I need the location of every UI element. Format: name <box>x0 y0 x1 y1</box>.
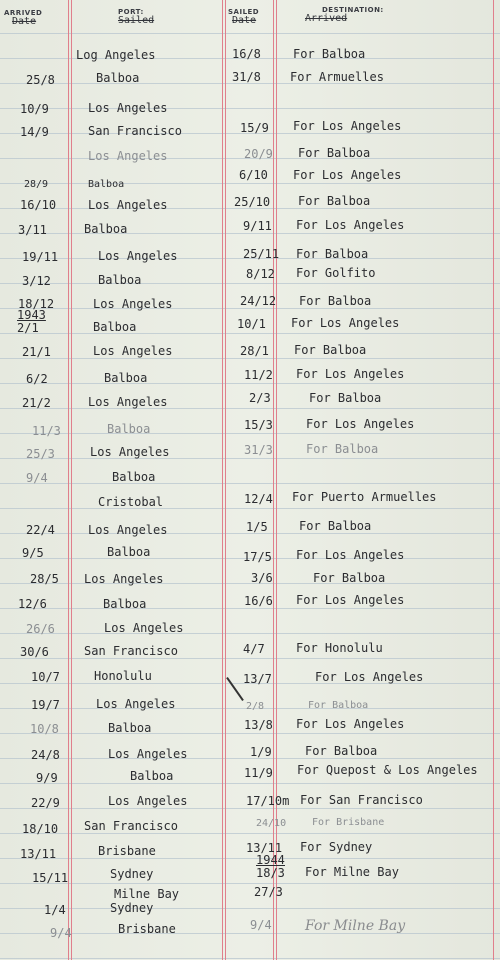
arrived-cell: 22/4 <box>26 523 55 537</box>
column-divider <box>68 0 69 960</box>
column-divider <box>493 0 494 960</box>
ruled-line <box>0 808 500 809</box>
arrived-cell: 3/12 <box>22 274 51 288</box>
destination-cell: For Armuelles <box>290 70 384 84</box>
destination-cell: For Balboa <box>299 294 372 308</box>
port-cell: San Francisco <box>84 644 178 658</box>
port-cell: Los Angeles <box>88 198 168 212</box>
destination-cell: For Los Angeles <box>296 593 405 607</box>
arrived-header: ARRIVED <box>4 9 43 17</box>
arrived-cell: 13/11 <box>20 847 57 861</box>
arrived-cell: 14/9 <box>20 125 49 139</box>
arrived-cell: 3/11 <box>18 223 47 237</box>
destination-cell: For Balboa <box>298 146 371 160</box>
sailed-cell: 27/3 <box>254 885 283 899</box>
arrived-cell: 9/4 <box>50 926 72 940</box>
sailed-cell: 17/10m <box>246 794 290 808</box>
port-cell: Balboa <box>98 273 142 287</box>
destination-cell: For Balboa <box>296 247 369 261</box>
sailed-cell: 2/8 <box>246 701 265 712</box>
arrived-cell: 21/2 <box>22 396 51 410</box>
port-cell: Balboa <box>104 371 148 385</box>
destination-cell: For San Francisco <box>300 793 423 807</box>
port-cell: Los Angeles <box>88 149 168 163</box>
arrived-cell: 28/9 <box>24 179 49 190</box>
ruled-line <box>0 608 500 609</box>
sailed-cell: 24/12 <box>240 294 277 308</box>
sailed-header: SAILED <box>228 8 260 16</box>
column-divider <box>276 0 277 960</box>
ruled-line <box>0 333 500 334</box>
arrived-cell: 16/10 <box>20 198 57 212</box>
port-cell: San Francisco <box>84 819 178 833</box>
port-cell: Balboa <box>130 769 174 783</box>
sailed-cell: 13/8 <box>244 718 273 732</box>
port-cell: Los Angeles <box>90 445 170 459</box>
destination-cell: For Los Angeles <box>296 717 405 731</box>
sailed-cell: 11/9 <box>244 766 273 780</box>
port-cell: Balboa <box>88 179 125 190</box>
destination-cell: For Balboa <box>293 47 366 61</box>
port-cell: Balboa <box>103 597 147 611</box>
sailed-cell: 24/10 <box>256 818 287 829</box>
arrived-cell: 9/9 <box>36 771 58 785</box>
destination-cell: For Los Angeles <box>291 316 400 330</box>
port-cell: Los Angeles <box>88 101 168 115</box>
sailed-cell: 3/6 <box>251 571 273 585</box>
port-header: PORT: <box>118 8 144 16</box>
sailed-date-header: Date <box>232 15 257 26</box>
sailed-cell: 4/7 <box>243 642 265 656</box>
arrived-cell: 19/7 <box>31 698 60 712</box>
year-marker: 1944 <box>256 853 285 867</box>
port-cell: Los Angeles <box>93 344 173 358</box>
destination-cell: For Los Angeles <box>296 218 405 232</box>
arrived-cell: 18/10 <box>22 822 59 836</box>
ruled-line <box>0 383 500 384</box>
ruled-line <box>0 908 500 909</box>
destination-cell: For Balboa <box>299 519 372 533</box>
arrived-cell: 18/12 <box>18 297 55 311</box>
sailed-cell: 16/6 <box>244 594 273 608</box>
sailed-cell: 31/3 <box>244 443 273 457</box>
column-divider <box>273 0 274 960</box>
port-cell: Los Angeles <box>93 297 173 311</box>
arrived-cell: 22/9 <box>31 796 60 810</box>
sailed-cell: 1/9 <box>250 745 272 759</box>
ruled-line <box>0 783 500 784</box>
destination-cell: For Balboa <box>308 700 369 711</box>
arrived-cell: 12/6 <box>18 597 47 611</box>
sailed-cell: 20/9 <box>244 147 273 161</box>
ruled-line <box>0 933 500 934</box>
port-cell: Log Angeles <box>76 48 156 62</box>
ruled-line <box>0 658 500 659</box>
sailed-cell: 15/9 <box>240 121 269 135</box>
destination-cell: For Honolulu <box>296 641 383 655</box>
arrived-cell: 30/6 <box>20 645 49 659</box>
port-cell: Los Angeles <box>104 621 184 635</box>
port-cell: Los Angeles <box>84 572 164 586</box>
sailed-cell: 17/5 <box>243 550 272 564</box>
sailed-cell: 18/3 <box>256 866 285 880</box>
arrived-cell: 21/1 <box>22 345 51 359</box>
arrived-cell: 10/8 <box>30 722 59 736</box>
ruled-line <box>0 733 500 734</box>
sailed-cell: 13/7 <box>243 672 272 686</box>
ruled-line <box>0 958 500 959</box>
destination-cell: For Los Angeles <box>293 168 402 182</box>
destination-cell: For Los Angeles <box>315 670 424 684</box>
port-cell: Sydney <box>110 901 154 915</box>
ruled-line <box>0 633 500 634</box>
sailed-cell: 15/3 <box>244 418 273 432</box>
destination-cell: For Los Angeles <box>296 548 405 562</box>
destination-cell: For Golfito <box>296 266 376 280</box>
port-cell: Brisbane <box>98 844 156 858</box>
sailed-cell: 8/12 <box>246 267 275 281</box>
destination-sub-header: Arrived <box>305 13 348 24</box>
sailed-cell: 6/10 <box>239 168 268 182</box>
sailed-cell: 16/8 <box>232 47 261 61</box>
port-cell: Los Angeles <box>88 395 168 409</box>
port-cell: Los Angeles <box>108 794 188 808</box>
sailed-cell: 31/8 <box>232 70 261 84</box>
check-mark <box>226 677 244 701</box>
column-divider <box>222 0 223 960</box>
sailed-cell: 11/2 <box>244 368 273 382</box>
destination-cell: For Milne Bay <box>305 865 399 879</box>
sailed-cell: 28/1 <box>240 344 269 358</box>
destination-cell: For Balboa <box>298 194 371 208</box>
port-cell: Balboa <box>107 422 151 436</box>
port-cell: Brisbane <box>118 922 176 936</box>
arrived-cell: 10/7 <box>31 670 60 684</box>
arrived-cell: 10/9 <box>20 102 49 116</box>
ruled-line <box>0 483 500 484</box>
column-divider <box>225 0 226 960</box>
ruled-line <box>0 433 500 434</box>
port-cell: Sydney <box>110 867 154 881</box>
ruled-line <box>0 858 500 859</box>
destination-cell: For Sydney <box>300 840 373 854</box>
port-cell: Balboa <box>96 71 140 85</box>
port-cell: Balboa <box>108 721 152 735</box>
sailed-cell: 1/5 <box>246 520 268 534</box>
port-cell: Los Angeles <box>96 697 176 711</box>
port-cell: Cristobal <box>98 495 164 509</box>
sailed-cell: 25/11 <box>243 247 280 261</box>
arrived-cell: 25/3 <box>26 447 55 461</box>
ruled-line <box>0 408 500 409</box>
year-marker: 1943 <box>17 308 46 322</box>
ruled-line <box>0 458 500 459</box>
destination-cell: For Los Angeles <box>293 119 402 133</box>
destination-cell: For Balboa <box>313 571 386 585</box>
sailed-cell: 13/11 <box>246 841 283 855</box>
sailed-cell: 9/11 <box>243 219 272 233</box>
arrived-cell: 25/8 <box>26 73 55 87</box>
column-divider <box>71 0 72 960</box>
sailed-cell: 2/3 <box>249 391 271 405</box>
arrived-cell: 2/1 <box>17 321 39 335</box>
sailed-cell: 25/10 <box>234 195 271 209</box>
port-cell: Balboa <box>107 545 151 559</box>
arrived-cell: 11/3 <box>32 424 61 438</box>
destination-cell: For Balboa <box>306 442 379 456</box>
arrived-date-header: Date <box>12 16 37 27</box>
ruled-line <box>0 283 500 284</box>
ruled-line <box>0 108 500 109</box>
ruled-line <box>0 883 500 884</box>
port-cell: Balboa <box>93 320 137 334</box>
ruled-line <box>0 833 500 834</box>
port-cell: Los Angeles <box>108 747 188 761</box>
port-cell: San Francisco <box>88 124 182 138</box>
destination-cell: For Los Angeles <box>306 417 415 431</box>
ruled-line <box>0 583 500 584</box>
arrived-cell: 28/5 <box>30 572 59 586</box>
ruled-line <box>0 33 500 34</box>
destination-cell: For Puerto Armuelles <box>292 490 437 504</box>
destination-cell: For Balboa <box>305 744 378 758</box>
destination-cell: For Balboa <box>309 391 382 405</box>
destination-header: DESTINATION: <box>322 6 384 14</box>
arrived-cell: 24/8 <box>31 748 60 762</box>
ruled-line <box>0 233 500 234</box>
sailed-cell: 12/4 <box>244 492 273 506</box>
port-sub-header: Sailed <box>118 15 155 26</box>
arrived-cell: 26/6 <box>26 622 55 636</box>
arrived-cell: 1/4 <box>44 903 66 917</box>
arrived-cell: 15/11 <box>32 871 69 885</box>
destination-cell: For Balboa <box>294 343 367 357</box>
arrived-cell: 9/4 <box>26 471 48 485</box>
arrived-cell: 6/2 <box>26 372 48 386</box>
destination-cell: For Milne Bay <box>305 918 406 934</box>
destination-cell: For Quepost & Los Angeles <box>297 763 478 777</box>
port-cell: Los Angeles <box>88 523 168 537</box>
ruled-line <box>0 358 500 359</box>
ruled-line <box>0 183 500 184</box>
sailed-cell: 10/1 <box>237 317 266 331</box>
port-cell: Balboa <box>84 222 128 236</box>
ruled-line <box>0 308 500 309</box>
port-cell: Milne Bay <box>114 887 180 901</box>
port-cell: Honolulu <box>94 669 152 683</box>
arrived-cell: 19/11 <box>22 250 59 264</box>
destination-cell: For Brisbane <box>312 817 385 828</box>
arrived-cell: 9/5 <box>22 546 44 560</box>
sailed-cell: 9/4 <box>250 918 272 932</box>
ruled-line <box>0 508 500 509</box>
port-cell: Balboa <box>112 470 156 484</box>
port-cell: Los Angeles <box>98 249 178 263</box>
destination-cell: For Los Angeles <box>296 367 405 381</box>
